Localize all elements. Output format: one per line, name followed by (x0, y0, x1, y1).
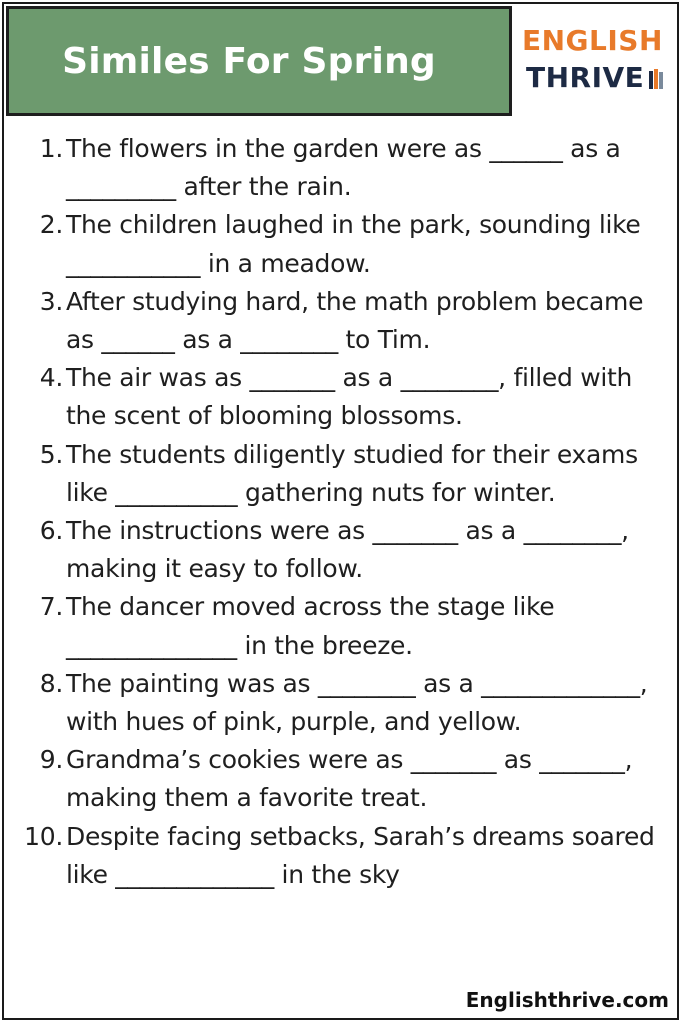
item-text: The students diligently studied for their exams like __________ gathering nuts for winter. (66, 439, 638, 507)
list-item (0, 206, 683, 282)
item-text: After studying hard, the math problem became as ______ as a ________ to Tim. (66, 286, 644, 355)
footer-website: Englishthrive.com (465, 988, 669, 1012)
page-title: Similes For Spring (62, 40, 436, 82)
item-number: 8. (39, 668, 63, 698)
item-text: The dancer moved across the stage like ______________ in the breeze. (66, 592, 555, 660)
list-item (0, 818, 683, 894)
english-thrive-logo (522, 24, 672, 104)
simile-exercise-list (0, 130, 683, 894)
list-item (0, 512, 683, 588)
list-item (0, 588, 683, 664)
list-item (0, 665, 683, 741)
item-number: 1. (39, 134, 63, 163)
item-text: The children laughed in the park, sounding like ___________ in a meadow. (66, 210, 641, 278)
item-number: 5. (39, 439, 63, 469)
list-item (0, 741, 683, 817)
book-icon (648, 68, 664, 90)
title-banner (6, 6, 512, 116)
item-number: 3. (39, 286, 63, 316)
item-number: 7. (39, 592, 63, 622)
item-number: 6. (39, 516, 63, 546)
list-item (0, 359, 683, 435)
list-item (0, 130, 683, 206)
item-text: Grandma’s cookies were as _______ as _______, making them a favorite treat. (66, 745, 633, 813)
item-text: The air was as _______ as a ________, filled with the scent of blooming blossoms. (66, 363, 633, 431)
item-text: The instructions were as _______ as a ________, making it easy to follow. (66, 516, 629, 584)
logo-line-thrive: THRIVE (526, 61, 645, 94)
item-text: The painting was as ________ as a _____________, with hues of pink, purple, and yellow. (66, 668, 648, 737)
item-number: 9. (39, 745, 63, 775)
item-number: 4. (39, 363, 63, 393)
list-item (0, 283, 683, 359)
logo-line-english: ENGLISH (522, 24, 663, 57)
item-text: The flowers in the garden were as ______ as a _________ after the rain. (66, 134, 621, 202)
item-number: 10. (24, 821, 63, 851)
list-item (0, 436, 683, 512)
item-number: 2. (39, 210, 63, 240)
item-text: Despite facing setbacks, Sarah’s dreams soared like _____________ in the sky (66, 821, 655, 889)
